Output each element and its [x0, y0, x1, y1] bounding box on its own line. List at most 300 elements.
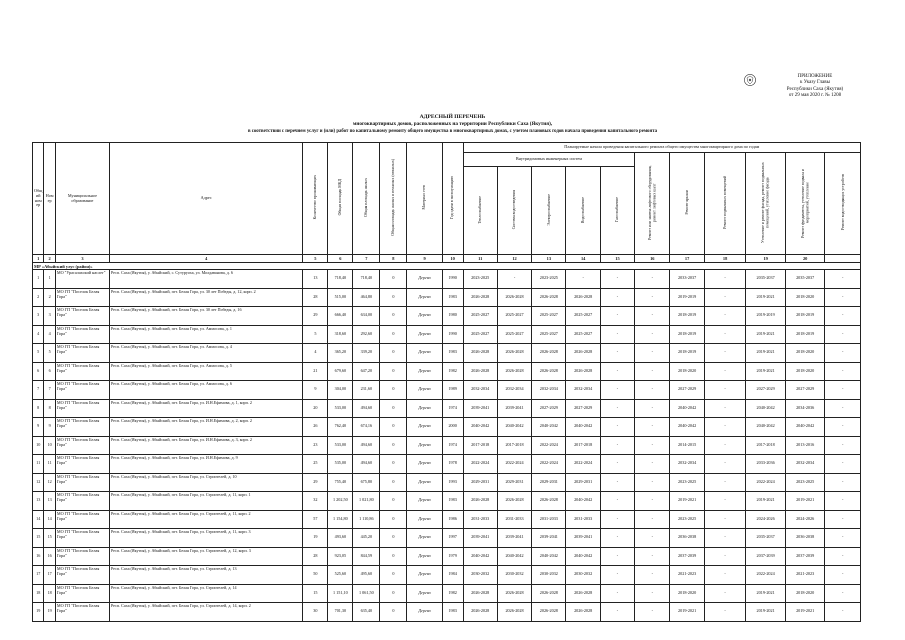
title-line-2: многоквартирных домов, расположенных на территории Республики Саха (Якутия),: [352, 121, 553, 127]
sewerage-cell: -: [497, 270, 531, 289]
header-basement: Ремонт подвальных помещений: [704, 153, 746, 255]
drainage-cell: -: [825, 325, 861, 344]
appendix-block: [755, 74, 875, 100]
nonliving-area-cell: 0: [380, 455, 407, 474]
municipality-cell: МО ГП "Поселок Белая Гора": [55, 418, 109, 437]
heating-cell: 2026-2028: [463, 344, 497, 363]
heating-cell: 2022-2024: [463, 455, 497, 474]
year-built-cell: 1986: [442, 510, 463, 529]
lift-cell: -: [635, 529, 670, 548]
year-built-cell: 1990: [442, 325, 463, 344]
appendix-line: ПРИЛОЖЕНИЕ: [797, 74, 833, 79]
living-area-cell: 1 110,86: [353, 510, 380, 529]
basement-cell: -: [704, 270, 746, 289]
year-built-cell: 1997: [442, 529, 463, 548]
living-area-cell: 1 061,50: [353, 584, 380, 603]
year-built-cell: 1983: [442, 288, 463, 307]
residents-cell: 28: [303, 288, 328, 307]
header-foundation: Ремонт фундамента, утепление подвала и мероприятий, утепление: [785, 153, 825, 255]
sewerage-cell: 2025-2027: [497, 325, 531, 344]
heating-cell: 2039-2041: [463, 529, 497, 548]
wall-material-cell: Дерево: [407, 325, 442, 344]
sewerage-cell: 2039-2041: [497, 399, 531, 418]
gas-cell: -: [600, 325, 634, 344]
facade-cell: 2019-2021: [746, 344, 786, 363]
general-number-cell: 3: [33, 307, 44, 326]
number-cell: 11: [44, 455, 55, 474]
lift-cell: -: [635, 418, 670, 437]
roof-cell: 2023-2025: [670, 473, 704, 492]
table-row: [33, 307, 861, 326]
lift-cell: -: [635, 381, 670, 400]
water-cell: 2025-2027: [566, 325, 600, 344]
roof-cell: 2027-2029: [670, 381, 704, 400]
address-cell: Респ. Саха (Якутия), у. Абыйский, пгт. Белая Гора, ул. 30 лет Победы, д. 12, корп. 2: [109, 288, 302, 307]
header-drainage: Ремонт водоотводящих устройств: [825, 153, 861, 255]
address-cell: Респ. Саха (Якутия), у. Абыйский, пгт. Белая Гора, ул. Строителей, д. 11, корп. 3: [109, 529, 302, 548]
sewerage-cell: 2030-2032: [497, 566, 531, 585]
header-nonliving-area: Общая площадь жилых и нежилых (нежилых): [380, 143, 407, 255]
year-built-cell: 1979: [442, 547, 463, 566]
table-row: [33, 492, 861, 511]
sewerage-cell: 2039-2041: [497, 529, 531, 548]
water-cell: -: [566, 270, 600, 289]
water-cell: 2032-2034: [566, 381, 600, 400]
col-number: 8: [380, 255, 407, 263]
gas-cell: -: [600, 455, 634, 474]
foundation-cell: 2018-2020: [785, 288, 825, 307]
residents-cell: 29: [303, 307, 328, 326]
municipality-cell: МО ГП "Поселок Белая Гора": [55, 492, 109, 511]
col-number: 18: [704, 255, 746, 263]
header-facade: Утепление и ремонт фасада, ремонт подвальных помещений, утепление фасада: [746, 153, 786, 255]
nonliving-area-cell: 0: [380, 418, 407, 437]
gas-cell: -: [600, 436, 634, 455]
table-row: [33, 510, 861, 529]
wall-material-cell: Дерево: [407, 584, 442, 603]
sewerage-cell: 2040-2042: [497, 547, 531, 566]
number-cell: 1: [44, 270, 55, 289]
water-cell: 2026-2028: [566, 362, 600, 381]
heating-cell: 2040-2042: [463, 547, 497, 566]
basement-cell: -: [704, 510, 746, 529]
residents-cell: 30: [303, 603, 328, 622]
basement-cell: -: [704, 547, 746, 566]
living-area-cell: 494,60: [353, 455, 380, 474]
electricity-cell: 2026-2028: [532, 584, 566, 603]
number-cell: 7: [44, 381, 55, 400]
sewerage-cell: 2026-2028: [497, 288, 531, 307]
col-number: 11: [463, 255, 497, 263]
document-title: [0, 114, 905, 135]
drainage-cell: -: [825, 547, 861, 566]
roof-cell: 2018-2019: [670, 344, 704, 363]
total-area-cell: 304,00: [328, 381, 353, 400]
roof-cell: 2018-2020: [670, 584, 704, 603]
nonliving-area-cell: 0: [380, 473, 407, 492]
lift-cell: -: [635, 288, 670, 307]
living-area-cell: 464,80: [353, 288, 380, 307]
wall-material-cell: Дерево: [407, 344, 442, 363]
residents-cell: 21: [303, 362, 328, 381]
facade-cell: 2040-2042: [746, 399, 786, 418]
general-number-cell: 6: [33, 362, 44, 381]
water-cell: 2039-2041: [566, 529, 600, 548]
gas-cell: -: [600, 381, 634, 400]
header-internal-systems: Внутридомовых инженерных систем: [463, 153, 635, 167]
gas-cell: -: [600, 288, 634, 307]
col-number: 7: [353, 255, 380, 263]
drainage-cell: -: [825, 510, 861, 529]
water-cell: 2026-2028: [566, 344, 600, 363]
header-heating: Теплоснабжение: [463, 167, 497, 255]
number-cell: 13: [44, 492, 55, 511]
foundation-cell: 2037-2039: [785, 547, 825, 566]
basement-cell: -: [704, 344, 746, 363]
nonliving-area-cell: 0: [380, 492, 407, 511]
water-cell: 2029-2031: [566, 473, 600, 492]
electricity-cell: 2030-2032: [532, 566, 566, 585]
year-built-cell: 1983: [442, 344, 463, 363]
nonliving-area-cell: 0: [380, 603, 407, 622]
nonliving-area-cell: 0: [380, 529, 407, 548]
gas-cell: -: [600, 344, 634, 363]
nonliving-area-cell: 0: [380, 325, 407, 344]
number-cell: 17: [44, 566, 55, 585]
number-cell: 9: [44, 418, 55, 437]
drainage-cell: -: [825, 418, 861, 437]
municipality-cell: МО ГП "Поселок Белая Гора": [55, 603, 109, 622]
electricity-cell: 2022-2024: [532, 436, 566, 455]
header-gas: Газоснабжение: [600, 167, 634, 255]
basement-cell: -: [704, 529, 746, 548]
nonliving-area-cell: 0: [380, 510, 407, 529]
col-number: 4: [109, 255, 302, 263]
drainage-cell: -: [825, 307, 861, 326]
water-cell: 2026-2028: [566, 288, 600, 307]
basement-cell: -: [704, 418, 746, 437]
roof-cell: 2023-2025: [670, 510, 704, 529]
drainage-cell: -: [825, 492, 861, 511]
nonliving-area-cell: 0: [380, 436, 407, 455]
living-area-cell: 445,20: [353, 529, 380, 548]
foundation-cell: 2034-2036: [785, 399, 825, 418]
header-water: Водоснабжение: [566, 167, 600, 255]
col-number: 3: [55, 255, 109, 263]
roof-cell: 2019-2021: [670, 603, 704, 622]
total-area-cell: 718,40: [328, 270, 353, 289]
electricity-cell: 2040-2042: [532, 547, 566, 566]
drainage-cell: -: [825, 288, 861, 307]
table-row: [33, 584, 861, 603]
electricity-cell: 2032-2034: [532, 381, 566, 400]
residents-cell: 26: [303, 418, 328, 437]
title-line-3: в соответствии с перечнем услуг и (или) работ по капитальному ремонту общего имущества в многоквартирных домах, с учетом плановых годов начала проведения капитального ремонта: [247, 129, 658, 134]
total-area-cell: 493,60: [328, 529, 353, 548]
municipality-cell: МО ГП "Поселок Белая Гора": [55, 473, 109, 492]
sewerage-cell: 2026-2028: [497, 603, 531, 622]
sewerage-cell: 2026-2028: [497, 344, 531, 363]
wall-material-cell: Дерево: [407, 270, 442, 289]
residents-cell: 25: [303, 455, 328, 474]
address-cell: Респ. Саха (Якутия), у. Абыйский, пгт. Белая Гора, ул. Аммосова, д. 5: [109, 362, 302, 381]
basement-cell: -: [704, 455, 746, 474]
municipality-cell: МО "Урасалахский наслег": [55, 270, 109, 289]
municipality-cell: МО ГП "Поселок Белая Гора": [55, 399, 109, 418]
drainage-cell: -: [825, 566, 861, 585]
living-area-cell: 675,80: [353, 473, 380, 492]
year-built-cell: 1989: [442, 381, 463, 400]
wall-material-cell: Дерево: [407, 381, 442, 400]
col-number: 1: [33, 255, 44, 263]
year-built-cell: 1982: [442, 362, 463, 381]
nonliving-area-cell: 0: [380, 307, 407, 326]
total-area-cell: 525,60: [328, 566, 353, 585]
col-number: 14: [566, 255, 600, 263]
header-year-built: Год сдачи в эксплуатацию: [442, 143, 463, 255]
basement-cell: -: [704, 492, 746, 511]
nonliving-area-cell: 0: [380, 566, 407, 585]
general-number-cell: 4: [33, 325, 44, 344]
municipality-cell: МО ГП "Поселок Белая Гора": [55, 566, 109, 585]
sewerage-cell: 2031-2033: [497, 510, 531, 529]
header-total-area: Общая площадь МКД: [328, 143, 353, 255]
general-number-cell: 16: [33, 547, 44, 566]
residents-cell: 13: [303, 270, 328, 289]
total-area-cell: 755,40: [328, 473, 353, 492]
facade-cell: 2019-2021: [746, 288, 786, 307]
general-number-cell: 14: [33, 510, 44, 529]
header-wall-material: Материал стен: [407, 143, 442, 255]
basement-cell: -: [704, 288, 746, 307]
living-area-cell: 292,60: [353, 325, 380, 344]
facade-cell: 2019-2019: [746, 307, 786, 326]
lift-cell: -: [635, 492, 670, 511]
roof-cell: 2018-2020: [670, 362, 704, 381]
sewerage-cell: 2026-2028: [497, 492, 531, 511]
wall-material-cell: Дерево: [407, 547, 442, 566]
nonliving-area-cell: 0: [380, 584, 407, 603]
wall-material-cell: Дерево: [407, 455, 442, 474]
table-row: [33, 473, 861, 492]
address-cell: Респ. Саха (Якутия), у. Абыйский, пгт. Белая Гора, ул. Строителей, д. 13: [109, 566, 302, 585]
heating-cell: 2032-2034: [463, 381, 497, 400]
wall-material-cell: Дерево: [407, 529, 442, 548]
total-area-cell: 533,00: [328, 399, 353, 418]
basement-cell: -: [704, 381, 746, 400]
water-cell: 2022-2024: [566, 455, 600, 474]
roof-cell: 2021-2023: [670, 566, 704, 585]
col-number: 10: [442, 255, 463, 263]
total-area-cell: 762,40: [328, 418, 353, 437]
living-area-cell: 635,40: [353, 603, 380, 622]
col-number: 19: [746, 255, 786, 263]
general-number-cell: 11: [33, 455, 44, 474]
drainage-cell: -: [825, 344, 861, 363]
table-row: [33, 325, 861, 344]
column-number-row: [33, 255, 861, 263]
lift-cell: -: [635, 344, 670, 363]
year-built-cell: 1993: [442, 473, 463, 492]
address-cell: Респ. Саха (Якутия), у. Абыйский, пгт. Белая Гора, ул. Строителей, д. 11, корп. 2: [109, 510, 302, 529]
lift-cell: -: [635, 603, 670, 622]
living-area-cell: 718,40: [353, 270, 380, 289]
heating-cell: 2026-2028: [463, 288, 497, 307]
heating-cell: 2023-2025: [463, 270, 497, 289]
number-cell: 3: [44, 307, 55, 326]
wall-material-cell: Дерево: [407, 566, 442, 585]
col-number: 5: [303, 255, 328, 263]
heating-cell: 2026-2028: [463, 362, 497, 381]
table-row: [33, 381, 861, 400]
wall-material-cell: Дерево: [407, 603, 442, 622]
electricity-cell: 2026-2028: [532, 492, 566, 511]
number-cell: 5: [44, 344, 55, 363]
table-row: [33, 529, 861, 548]
facade-cell: 2035-2037: [746, 529, 786, 548]
year-built-cell: 1974: [442, 436, 463, 455]
water-cell: 2025-2027: [566, 307, 600, 326]
col-number: 17: [670, 255, 704, 263]
living-area-cell: 494,60: [353, 399, 380, 418]
living-area-cell: 844,59: [353, 547, 380, 566]
header-lift: Ремонт или замена лифтового оборудования, ремонт лифтовых шахт: [635, 153, 670, 255]
water-cell: 2026-2028: [566, 603, 600, 622]
electricity-cell: 2025-2027: [532, 307, 566, 326]
wall-material-cell: Дерево: [407, 362, 442, 381]
col-number: 9: [407, 255, 442, 263]
number-cell: 6: [44, 362, 55, 381]
gas-cell: -: [600, 473, 634, 492]
address-cell: Респ. Саха (Якутия), у. Абыйский, пгт. Белая Гора, ул. Аммосова, д. 6: [109, 381, 302, 400]
total-area-cell: 1 202,50: [328, 492, 353, 511]
water-cell: 2040-2042: [566, 418, 600, 437]
facade-cell: 2027-2029: [746, 381, 786, 400]
col-number: 6: [328, 255, 353, 263]
facade-cell: 2037-2039: [746, 547, 786, 566]
address-cell: Респ. Саха (Якутия), у. Абыйский, пгт. Белая Гора, ул. Аммосова, д. 1: [109, 325, 302, 344]
gas-cell: -: [600, 510, 634, 529]
foundation-cell: 2040-2042: [785, 418, 825, 437]
table-row: [33, 362, 861, 381]
general-number-cell: 13: [33, 492, 44, 511]
wall-material-cell: Дерево: [407, 436, 442, 455]
basement-cell: -: [704, 603, 746, 622]
roof-cell: 2019-2021: [670, 492, 704, 511]
total-area-cell: 679,60: [328, 362, 353, 381]
municipality-cell: МО ГП "Поселок Белая Гора": [55, 344, 109, 363]
foundation-cell: 2024-2026: [785, 510, 825, 529]
water-cell: 2017-2018: [566, 436, 600, 455]
gas-cell: -: [600, 399, 634, 418]
table-row: [33, 566, 861, 585]
total-area-cell: 318,60: [328, 325, 353, 344]
living-area-cell: 495,60: [353, 566, 380, 585]
nonliving-area-cell: 0: [380, 270, 407, 289]
drainage-cell: -: [825, 455, 861, 474]
general-number-cell: 17: [33, 566, 44, 585]
header-roof: Ремонт крыши: [670, 153, 704, 255]
lift-cell: -: [635, 584, 670, 603]
gas-cell: -: [600, 603, 634, 622]
total-area-cell: 1 151,10: [328, 584, 353, 603]
roof-cell: 2014-2015: [670, 436, 704, 455]
number-cell: 2: [44, 288, 55, 307]
heating-cell: 2025-2027: [463, 307, 497, 326]
lift-cell: -: [635, 455, 670, 474]
basement-cell: -: [704, 325, 746, 344]
municipality-cell: МО ГП "Поселок Белая Гора": [55, 510, 109, 529]
residents-cell: 19: [303, 529, 328, 548]
residents-cell: 29: [303, 473, 328, 492]
address-cell: Респ. Саха (Якутия), у. Абыйский, пгт. Белая Гора, ул. Строителей, д. 14, корп. 2: [109, 603, 302, 622]
general-number-cell: 8: [33, 399, 44, 418]
general-number-cell: 12: [33, 473, 44, 492]
residents-cell: 9: [303, 381, 328, 400]
water-cell: 2030-2032: [566, 566, 600, 585]
lift-cell: -: [635, 325, 670, 344]
roof-cell: 2040-2042: [670, 418, 704, 437]
facade-cell: 2019-2021: [746, 492, 786, 511]
table-row: [33, 399, 861, 418]
wall-material-cell: Дерево: [407, 510, 442, 529]
drainage-cell: -: [825, 362, 861, 381]
sewerage-cell: 2026-2028: [497, 584, 531, 603]
water-cell: 2031-2033: [566, 510, 600, 529]
roof-cell: 2033-2037: [670, 270, 704, 289]
living-area-cell: 634,00: [353, 307, 380, 326]
address-cell: Респ. Саха (Якутия), у. Абыйский, пгт. Белая Гора, ул. И.Н.Ефимова, д. 2, корп. 2: [109, 418, 302, 437]
address-cell: Респ. Саха (Якутия), у. Абыйский, пгт. Белая Гора, ул. И.Н.Ефимова, д. 1, корп. 2: [109, 399, 302, 418]
lift-cell: -: [635, 566, 670, 585]
appendix-line: от 29 мая 2020 г. № 1208: [788, 93, 842, 99]
drainage-cell: -: [825, 584, 861, 603]
electricity-cell: 2039-2041: [532, 529, 566, 548]
total-area-cell: 535,00: [328, 455, 353, 474]
number-cell: 18: [44, 584, 55, 603]
foundation-cell: 2018-2020: [785, 584, 825, 603]
address-cell: Респ. Саха (Якутия), у. Абыйский, пгт. Белая Гора, ул. И.Н.Ефимова, д. 3, корп. 2: [109, 436, 302, 455]
lift-cell: -: [635, 270, 670, 289]
header-living-area: Общая площадь жилых: [353, 143, 380, 255]
heating-cell: 2040-2042: [463, 418, 497, 437]
electricity-cell: 2031-2033: [532, 510, 566, 529]
living-area-cell: 231,60: [353, 381, 380, 400]
foundation-cell: 2035-2037: [785, 270, 825, 289]
appendix-line: к Указу Главы: [800, 80, 830, 86]
sewerage-cell: 2022-2024: [497, 455, 531, 474]
nonliving-area-cell: 0: [380, 362, 407, 381]
gas-cell: -: [600, 566, 634, 585]
number-cell: 4: [44, 325, 55, 344]
foundation-cell: 2018-2020: [785, 344, 825, 363]
heating-cell: 2031-2033: [463, 510, 497, 529]
basement-cell: -: [704, 307, 746, 326]
year-built-cell: 1983: [442, 603, 463, 622]
foundation-cell: 2018-2019: [785, 307, 825, 326]
drainage-cell: -: [825, 399, 861, 418]
roof-cell: 2018-2019: [670, 307, 704, 326]
gas-cell: -: [600, 307, 634, 326]
address-cell: Респ. Саха (Якутия), у. Абыйский, с. Сутуруоха, ул. Молдаванова, д. 6: [109, 270, 302, 289]
residents-cell: 15: [303, 584, 328, 603]
total-area-cell: 923,05: [328, 547, 353, 566]
electricity-cell: 2022-2024: [532, 455, 566, 474]
sewerage-cell: 2026-2028: [497, 362, 531, 381]
number-cell: 15: [44, 529, 55, 548]
appendix-line: Республики Саха (Якутия): [786, 86, 844, 92]
general-number-cell: 10: [33, 436, 44, 455]
